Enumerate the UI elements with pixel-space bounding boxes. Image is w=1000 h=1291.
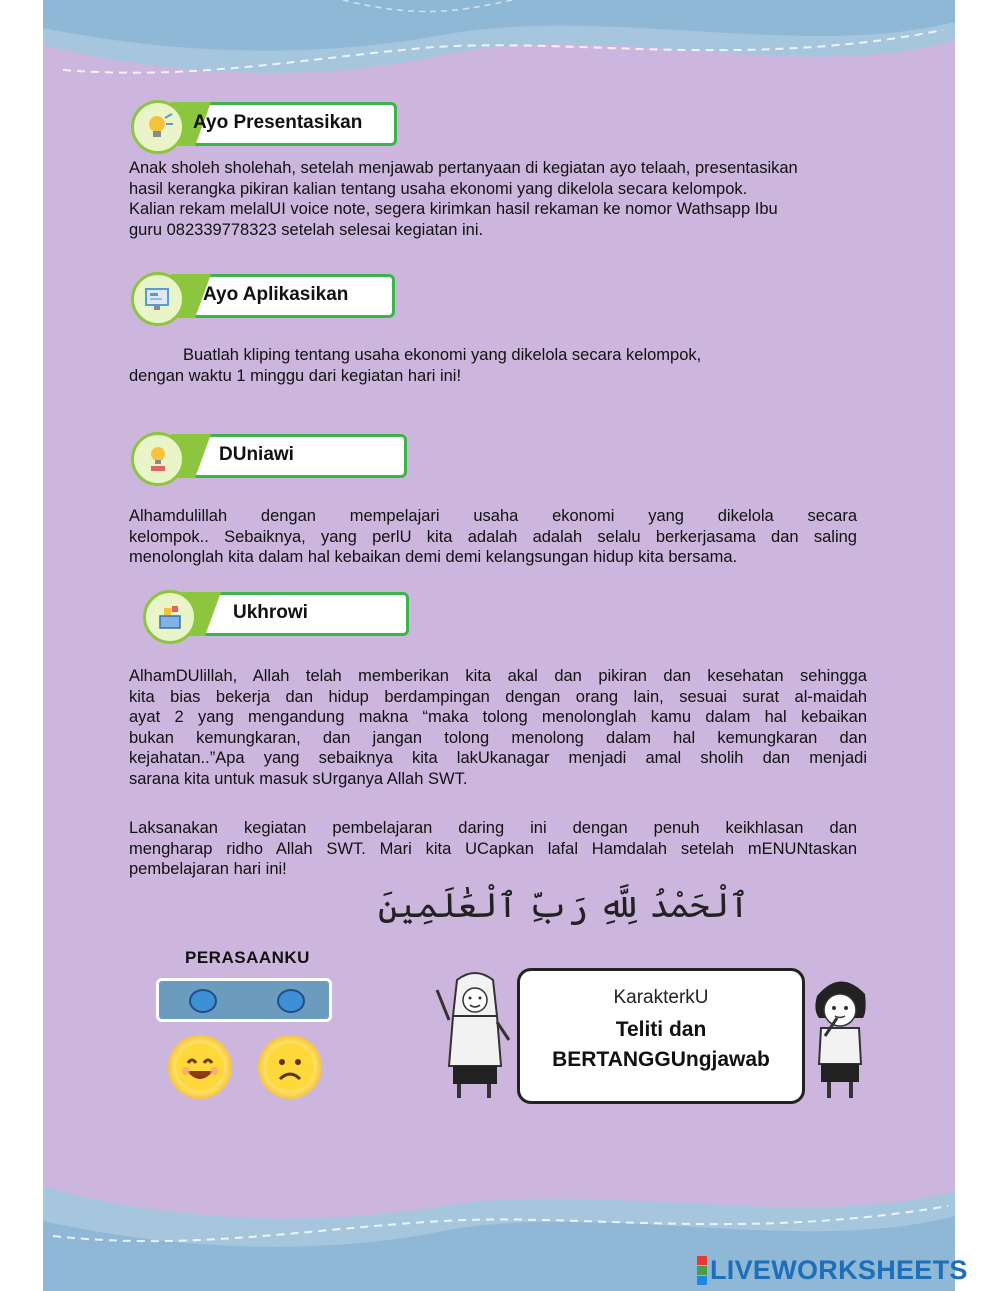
logo-block [697, 1256, 707, 1265]
presentation-icon [131, 100, 185, 154]
duniawi-body [129, 506, 857, 568]
body-line: AlhamDUlillah, Allah telah memberikan kita akal dan pikiran dan kesehatan sehingga [129, 667, 867, 685]
logo-block [697, 1276, 707, 1285]
body-line: menolonglah kita dalam hal kebaikan demi demi kelangsungan hidup kita bersama. [129, 548, 738, 566]
sad-choice-dot[interactable] [277, 989, 305, 1013]
body-line: kelompok.. Sebaiknya, yang perlU kita adalah adalah selalu berkerjasama dan saling [129, 527, 857, 546]
section-title: Ayo Presentasikan [193, 112, 363, 133]
brand-name: LIVEWORKSHEETS [710, 1254, 968, 1285]
body-line: guru 082339778323 setelah selesai kegiatan ini. [129, 220, 484, 239]
lightbulb-icon [131, 432, 185, 486]
body-line: pembelajaran hari ini! [129, 860, 287, 878]
application-icon [131, 272, 185, 326]
section-header-presentasikan [131, 100, 451, 150]
body-line: Kalian rekam melalUI voice note, segera kirimkan hasil rekaman ke nomor Wathsapp Ibu [129, 200, 778, 218]
presentasikan-body [129, 158, 869, 240]
ukhrowi-body [129, 666, 867, 789]
section-header-aplikasikan [131, 272, 451, 322]
character-trait-line: BERTANGGUngjawab [552, 1048, 770, 1071]
body-line: hasil kerangka pikiran kalian tentang usaha ekonomi yang dikelola secara kelompok. [129, 179, 748, 198]
feelings-choice-box [156, 978, 332, 1022]
feelings-label: PERASAANKU [185, 948, 310, 967]
girl-illustration [435, 970, 515, 1104]
section-header-ukhrowi [143, 590, 463, 640]
worksheet-page [43, 0, 955, 1291]
happy-choice-dot[interactable] [189, 989, 217, 1013]
character-trait-line: Teliti dan [615, 1018, 707, 1041]
body-line: Anak sholeh sholehah, setelah menjawab pertanyaan di kegiatan ayo telaah, presentasikan [129, 159, 798, 177]
body-line: kejahatan..”Apa yang sebaiknya kita lakUkanagar menjadi amal sholih dan menjadi [129, 749, 867, 767]
top-wave-decoration [43, 0, 955, 110]
section-header-duniawi [131, 432, 461, 482]
body-line: dengan waktu 1 minggu dari kegiatan hari ini! [129, 366, 462, 385]
liveworksheets-logo [697, 1255, 968, 1285]
body-line: Buatlah kliping tentang usaha ekonomi yang dikelola secara kelompok, [183, 346, 702, 364]
character-box [517, 968, 805, 1104]
body-line: kita bias bekerja dan hidup berdampingan dengan orang lain, sesuai surat al-maidah [129, 687, 867, 706]
body-line: Alhamdulillah dengan mempelajari usaha ekonomi yang dikelola secara [129, 507, 857, 525]
hamdalah-text: ٱلْحَمْدُ لِلَّهِ رَبِّ ٱلْعَٰلَمِينَ [378, 886, 750, 926]
body-line: bukan kemungkaran, dan jangan tolong menolong dalam hal kemungkaran dan [129, 728, 867, 747]
section-title: Ukhrowi [233, 602, 308, 623]
logo-block [697, 1266, 707, 1275]
sad-face-icon[interactable] [258, 1035, 322, 1099]
liveworksheets-mark-icon [697, 1256, 707, 1285]
body-line: mengharap ridho Allah SWT. Mari kita UCapkan lafal Hamdalah setelah mENUNtaskan [129, 839, 857, 858]
character-heading: KarakterkU [613, 987, 709, 1008]
section-title: Ayo Aplikasikan [203, 284, 349, 305]
closing-paragraph [129, 818, 857, 880]
character-trait [520, 1015, 802, 1075]
section-title: DUniawi [219, 444, 294, 465]
happy-face-icon[interactable] [168, 1035, 232, 1099]
aplikasikan-body [129, 345, 869, 386]
puzzle-box-icon [143, 590, 197, 644]
body-line: Laksanakan kegiatan pembelajaran daring ini dengan penuh keikhlasan dan [129, 819, 857, 837]
boy-illustration [805, 974, 875, 1106]
body-line: sarana kita untuk masuk sUrganya Allah SWT. [129, 769, 468, 788]
body-line: ayat 2 yang mengandung makna “maka tolong menolonglah kamu dalam hal kebaikan [129, 708, 867, 726]
